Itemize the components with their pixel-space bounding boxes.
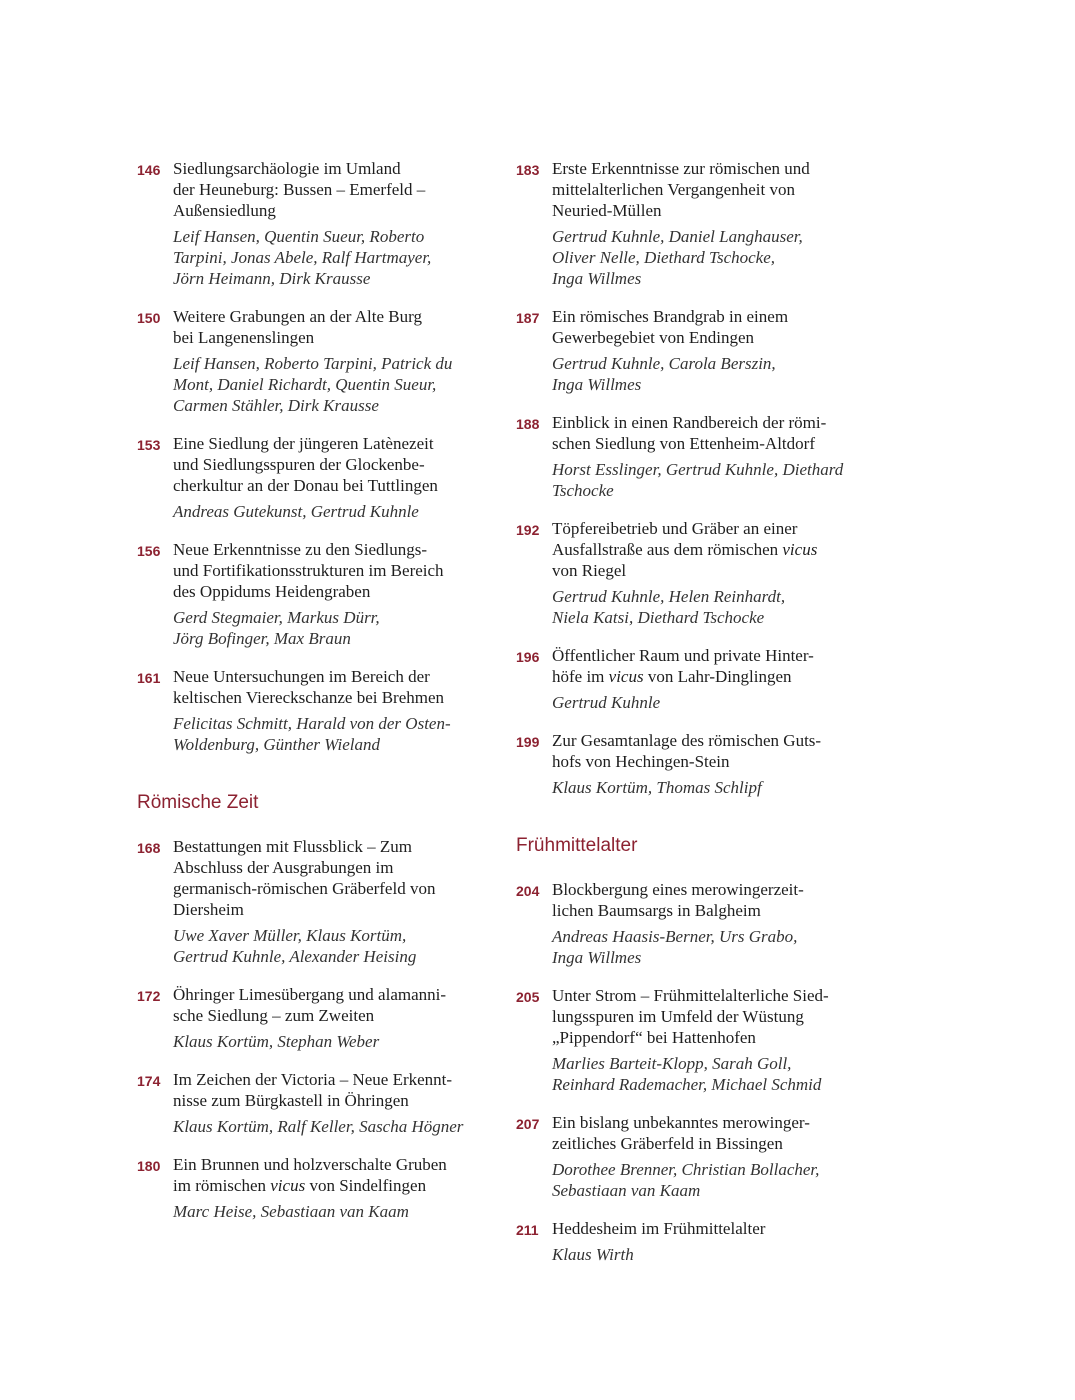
entry-body	[173, 1069, 497, 1137]
entry-authors	[552, 926, 876, 968]
page-number: 188	[516, 416, 540, 432]
entry-authors	[552, 692, 876, 713]
entry-authors	[552, 459, 876, 501]
entry-body	[173, 158, 497, 289]
title-line: Ein römisches Brandgrab in einem	[552, 307, 789, 326]
toc-entry	[137, 306, 497, 416]
author-line: Gertrud Kuhnle	[552, 693, 661, 712]
title-line: Öhringer Limesübergang und alamanni-	[173, 985, 447, 1004]
italic-term: vicus	[782, 540, 818, 559]
author-line: Inga Willmes	[552, 269, 642, 288]
entry-authors	[552, 1244, 876, 1265]
author-line: Sebastiaan van Kaam	[552, 1181, 701, 1200]
entry-authors	[552, 777, 876, 798]
title-line: schen Siedlung von Ettenheim-Altdorf	[552, 434, 815, 453]
title-line: Töpfereibetrieb und Gräber an einer	[552, 519, 798, 538]
entry-title	[552, 306, 876, 348]
entry-body	[173, 1154, 497, 1222]
entry-authors	[552, 586, 876, 628]
toc-column-right	[516, 158, 876, 1282]
entry-body	[173, 539, 497, 649]
page-number: 146	[137, 162, 161, 178]
title-line: Im Zeichen der Victoria – Neue Erkennt-	[173, 1070, 453, 1089]
author-line: Inga Willmes	[552, 375, 642, 394]
entry-body	[552, 158, 876, 289]
title-line: der Heuneburg: Bussen – Emerfeld –	[173, 180, 426, 199]
entry-title	[173, 1069, 497, 1111]
author-line: Jörg Bofinger, Max Braun	[173, 629, 351, 648]
author-line: Klaus Kortüm, Stephan Weber	[173, 1032, 380, 1051]
author-line: Jörn Heimann, Dirk Krausse	[173, 269, 371, 288]
page-number: 207	[516, 1116, 540, 1132]
author-line: Oliver Nelle, Diethard Tschocke,	[552, 248, 776, 267]
title-line: Blockbergung eines merowingerzeit-	[552, 880, 804, 899]
title-line: hofs von Hechingen-Stein	[552, 752, 730, 771]
title-line: des Oppidums Heidengraben	[173, 582, 371, 601]
title-line: keltischen Viereckschanze bei Brehmen	[173, 688, 445, 707]
toc-entry	[137, 666, 497, 755]
title-line: Neue Untersuchungen im Bereich der	[173, 667, 430, 686]
entry-title	[552, 985, 876, 1048]
author-line: Tschocke	[552, 481, 614, 500]
author-line: Gertrud Kuhnle, Daniel Langhauser,	[552, 227, 803, 246]
title-line: Zur Gesamtanlage des römischen Guts-	[552, 731, 822, 750]
toc-entry	[516, 1218, 876, 1265]
entry-authors	[173, 1116, 497, 1137]
title-line: lungsspuren im Umfeld der Wüstung	[552, 1007, 804, 1026]
page-number: 183	[516, 162, 540, 178]
entry-body	[552, 518, 876, 628]
section-heading-roemische-zeit: Römische Zeit	[137, 792, 259, 813]
title-line: mittelalterlichen Vergangenheit von	[552, 180, 795, 199]
page-number: 180	[137, 1158, 161, 1174]
toc-entry	[137, 1154, 497, 1222]
toc-entry	[137, 1069, 497, 1137]
entry-title	[552, 158, 876, 221]
entry-body	[173, 306, 497, 416]
toc-entry	[137, 433, 497, 522]
entry-authors	[173, 607, 497, 649]
entry-body	[173, 984, 497, 1052]
title-line: germanisch-römischen Gräberfeld von	[173, 879, 436, 898]
entry-body	[552, 1218, 876, 1265]
title-line: und Fortifikationsstrukturen im Bereich	[173, 561, 444, 580]
entry-title	[173, 433, 497, 496]
title-line: nisse zum Bürgkastell in Öhringen	[173, 1091, 409, 1110]
entry-body	[173, 836, 497, 967]
entry-title	[552, 645, 876, 687]
author-line: Reinhard Rademacher, Michael Schmid	[552, 1075, 822, 1094]
title-line: Gewerbegebiet von Endingen	[552, 328, 755, 347]
entry-authors	[173, 501, 497, 522]
page-number: 153	[137, 437, 161, 453]
entry-title	[173, 1154, 497, 1196]
title-line: höfe im vicus von Lahr-Dinglingen	[552, 667, 792, 686]
entry-authors	[552, 1159, 876, 1201]
entry-body	[552, 985, 876, 1095]
title-line: Neuried-Müllen	[552, 201, 662, 220]
entry-authors	[173, 713, 497, 755]
author-line: Klaus Wirth	[552, 1245, 634, 1264]
toc-entry	[516, 730, 876, 798]
entry-title	[173, 836, 497, 920]
title-line: von Riegel	[552, 561, 627, 580]
page-number: 156	[137, 543, 161, 559]
author-line: Woldenburg, Günther Wieland	[173, 735, 380, 754]
title-line: cherkultur an der Donau bei Tuttlingen	[173, 476, 438, 495]
entry-title	[173, 984, 497, 1026]
entry-authors	[552, 226, 876, 289]
title-line: lichen Baumsargs in Balgheim	[552, 901, 761, 920]
title-line: Heddesheim im Frühmittelalter	[552, 1219, 766, 1238]
title-line: und Siedlungsspuren der Glockenbe-	[173, 455, 425, 474]
author-line: Inga Willmes	[552, 948, 642, 967]
title-line: zeitliches Gräberfeld in Bissingen	[552, 1134, 783, 1153]
toc-entry	[137, 539, 497, 649]
entry-body	[552, 1112, 876, 1201]
title-line: im römischen vicus von Sindelfingen	[173, 1176, 427, 1195]
title-line: Ein bislang unbekanntes merowinger-	[552, 1113, 810, 1132]
entry-body	[173, 433, 497, 522]
entry-title	[552, 518, 876, 581]
entry-title	[552, 1112, 876, 1154]
author-line: Andreas Gutekunst, Gertrud Kuhnle	[173, 502, 419, 521]
title-line: bei Langenenslingen	[173, 328, 315, 347]
author-line: Leif Hansen, Roberto Tarpini, Patrick du	[173, 354, 453, 373]
title-line: Neue Erkenntnisse zu den Siedlungs-	[173, 540, 427, 559]
page-number: 192	[516, 522, 540, 538]
entry-title	[173, 158, 497, 221]
toc-entry	[516, 306, 876, 395]
entry-body	[552, 645, 876, 713]
entry-body	[552, 306, 876, 395]
author-line: Leif Hansen, Quentin Sueur, Roberto	[173, 227, 425, 246]
author-line: Uwe Xaver Müller, Klaus Kortüm,	[173, 926, 407, 945]
author-line: Andreas Haasis-Berner, Urs Grabo,	[552, 927, 798, 946]
italic-term: vicus	[608, 667, 644, 686]
author-line: Felicitas Schmitt, Harald von der Osten-	[173, 714, 451, 733]
title-line: Bestattungen mit Flussblick – Zum	[173, 837, 412, 856]
title-line: Außensiedlung	[173, 201, 276, 220]
author-line: Niela Katsi, Diethard Tschocke	[552, 608, 765, 627]
author-line: Gertrud Kuhnle, Alexander Heising	[173, 947, 417, 966]
entry-authors	[173, 1031, 497, 1052]
page-number: 172	[137, 988, 161, 1004]
page-number: 150	[137, 310, 161, 326]
page-number: 168	[137, 840, 161, 856]
entry-title	[552, 730, 876, 772]
page-number: 161	[137, 670, 161, 686]
author-line: Tarpini, Jonas Abele, Ralf Hartmayer,	[173, 248, 432, 267]
page-number: 204	[516, 883, 540, 899]
toc-entry	[516, 879, 876, 968]
author-line: Dorothee Brenner, Christian Bollacher,	[552, 1160, 820, 1179]
entry-authors	[173, 1201, 497, 1222]
title-line: Öffentlicher Raum und private Hinter-	[552, 646, 814, 665]
title-line: Abschluss der Ausgrabungen im	[173, 858, 394, 877]
author-line: Marlies Barteit-Klopp, Sarah Goll,	[552, 1054, 792, 1073]
section-heading-fruehmittelalter: Frühmittelalter	[516, 835, 638, 856]
entry-body	[173, 666, 497, 755]
toc-entry	[137, 158, 497, 289]
author-line: Gertrud Kuhnle, Carola Berszin,	[552, 354, 776, 373]
author-line: Gertrud Kuhnle, Helen Reinhardt,	[552, 587, 786, 606]
page-number: 174	[137, 1073, 161, 1089]
title-line: Diersheim	[173, 900, 244, 919]
toc-entry	[137, 984, 497, 1052]
toc-group	[137, 158, 497, 755]
entry-title	[173, 306, 497, 348]
entry-authors	[173, 353, 497, 416]
page-number: 205	[516, 989, 540, 1005]
toc-column-left	[137, 158, 497, 1239]
title-line: Erste Erkenntnisse zur römischen und	[552, 159, 810, 178]
author-line: Marc Heise, Sebastiaan van Kaam	[173, 1202, 409, 1221]
toc-entry	[516, 1112, 876, 1201]
title-line: Unter Strom – Frühmittelalterliche Sied-	[552, 986, 829, 1005]
toc-entry	[137, 836, 497, 967]
entry-title	[552, 879, 876, 921]
entry-authors	[552, 353, 876, 395]
author-line: Mont, Daniel Richardt, Quentin Sueur,	[173, 375, 437, 394]
toc-group	[516, 158, 876, 798]
toc-entry	[516, 158, 876, 289]
toc-entry	[516, 985, 876, 1095]
page-number: 211	[516, 1222, 539, 1238]
title-line: Ausfallstraße aus dem römischen vicus	[552, 540, 818, 559]
title-line: Siedlungsarchäologie im Umland	[173, 159, 401, 178]
entry-title	[552, 1218, 876, 1239]
entry-authors	[552, 1053, 876, 1095]
entry-title	[173, 666, 497, 708]
title-line: Weitere Grabungen an der Alte Burg	[173, 307, 422, 326]
page-number: 196	[516, 649, 540, 665]
author-line: Klaus Kortüm, Ralf Keller, Sascha Högner	[173, 1117, 464, 1136]
toc-group	[516, 879, 876, 1265]
page-number: 199	[516, 734, 540, 750]
author-line: Carmen Stähler, Dirk Krausse	[173, 396, 379, 415]
italic-term: vicus	[270, 1176, 306, 1195]
entry-body	[552, 730, 876, 798]
entry-body	[552, 879, 876, 968]
toc-entry	[516, 412, 876, 501]
page-number: 187	[516, 310, 540, 326]
title-line: Ein Brunnen und holzverschalte Gruben	[173, 1155, 447, 1174]
toc-entry	[516, 645, 876, 713]
title-line: sche Siedlung – zum Zweiten	[173, 1006, 375, 1025]
author-line: Gerd Stegmaier, Markus Dürr,	[173, 608, 380, 627]
entry-title	[552, 412, 876, 454]
title-line: Einblick in einen Randbereich der römi-	[552, 413, 827, 432]
author-line: Horst Esslinger, Gertrud Kuhnle, Diethard	[552, 460, 844, 479]
author-line: Klaus Kortüm, Thomas Schlipf	[552, 778, 762, 797]
title-line: „Pippendorf“ bei Hattenhofen	[552, 1028, 756, 1047]
title-line: Eine Siedlung der jüngeren Latènezeit	[173, 434, 434, 453]
toc-entry	[516, 518, 876, 628]
toc-group	[137, 836, 497, 1222]
entry-title	[173, 539, 497, 602]
entry-authors	[173, 226, 497, 289]
entry-authors	[173, 925, 497, 967]
entry-body	[552, 412, 876, 501]
